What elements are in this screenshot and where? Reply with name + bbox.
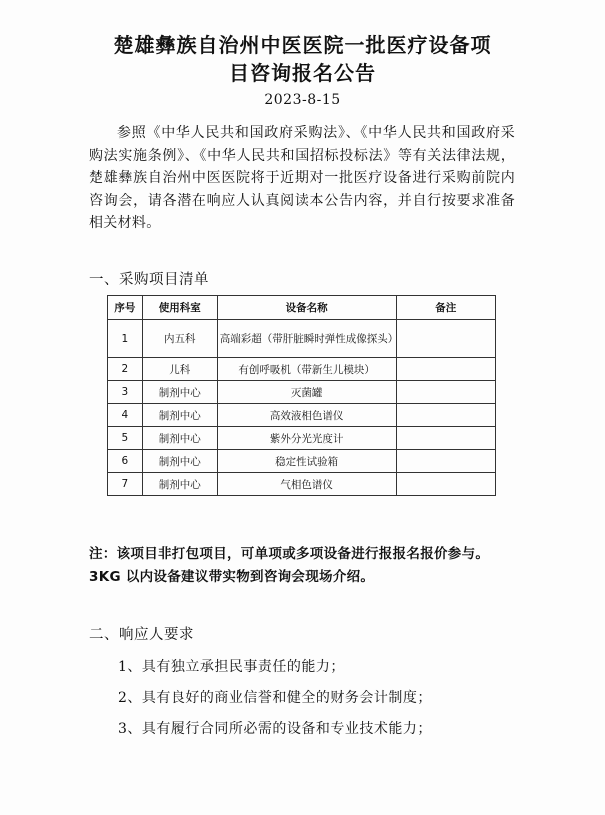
cell-note xyxy=(396,473,495,496)
cell-name: 高端彩超（带肝脏瞬时弹性成像探头） xyxy=(217,320,396,358)
cell-dept: 制剂中心 xyxy=(142,404,217,427)
note-paragraph: 注：该项目非打包项目，可单项或多项设备进行报报名报价参与。3KG 以内设备建议带实物到咨询会现场介绍。 xyxy=(89,546,490,585)
cell-note xyxy=(396,404,495,427)
intro-paragraph: 参照《中华人民共和国政府采购法》、《中华人民共和国政府采购法实施条例》、《中华人民共和国招标投标法》等有关法律法规，楚雄彝族自治州中医医院将于近期对一批医疗设备进行采购前院内咨询会，请各潜在响应人认真阅读本公告内容，并自行按要求准备相关材料。 xyxy=(89,125,515,231)
cell-name: 灭菌罐 xyxy=(217,381,396,404)
cell-no: 7 xyxy=(108,473,143,496)
cell-note xyxy=(396,381,495,404)
requirement-item: 1、具有独立承担民事责任的能力； xyxy=(118,659,345,675)
document-title-line2: 目咨询报名公告 xyxy=(229,61,376,85)
cell-note xyxy=(396,450,495,473)
header-no: 序号 xyxy=(108,296,143,320)
cell-name: 有创呼吸机（带新生儿模块） xyxy=(217,358,396,381)
table-row xyxy=(108,404,496,427)
cell-dept: 制剂中心 xyxy=(142,381,217,404)
cell-dept: 儿科 xyxy=(142,358,217,381)
table-row xyxy=(108,450,496,473)
cell-no: 1 xyxy=(108,320,143,358)
cell-name: 高效液相色谱仪 xyxy=(217,404,396,427)
header-name: 设备名称 xyxy=(217,296,396,320)
requirement-item: 3、具有履行合同所必需的设备和专业技术能力； xyxy=(118,721,432,737)
cell-note xyxy=(396,358,495,381)
table-row xyxy=(108,473,496,496)
section-procurement-list-heading: 一、采购项目清单 xyxy=(89,272,209,288)
document-date: 2023-8-15 xyxy=(264,92,341,108)
table-header-row xyxy=(108,296,496,320)
table-row xyxy=(108,358,496,381)
cell-name: 稳定性试验箱 xyxy=(217,450,396,473)
header-dept: 使用科室 xyxy=(142,296,217,320)
cell-name: 气相色谱仪 xyxy=(217,473,396,496)
table-row xyxy=(108,427,496,450)
document-title-line1: 楚雄彝族自治州中医医院一批医疗设备项 xyxy=(113,33,492,57)
header-note: 备注 xyxy=(396,296,495,320)
cell-name: 紫外分光光度计 xyxy=(217,427,396,450)
cell-dept: 内五科 xyxy=(142,320,217,358)
cell-no: 2 xyxy=(108,358,143,381)
cell-no: 3 xyxy=(108,381,143,404)
section-requirements-heading: 二、响应人要求 xyxy=(89,627,194,643)
procurement-table xyxy=(107,295,496,496)
cell-note xyxy=(396,427,495,450)
cell-no: 4 xyxy=(108,404,143,427)
cell-no: 5 xyxy=(108,427,143,450)
cell-dept: 制剂中心 xyxy=(142,427,217,450)
cell-no: 6 xyxy=(108,450,143,473)
cell-dept: 制剂中心 xyxy=(142,450,217,473)
table-row xyxy=(108,381,496,404)
cell-dept: 制剂中心 xyxy=(142,473,217,496)
cell-note xyxy=(396,320,495,358)
requirement-item: 2、具有良好的商业信誉和健全的财务会计制度； xyxy=(118,690,432,706)
table-row xyxy=(108,320,496,358)
